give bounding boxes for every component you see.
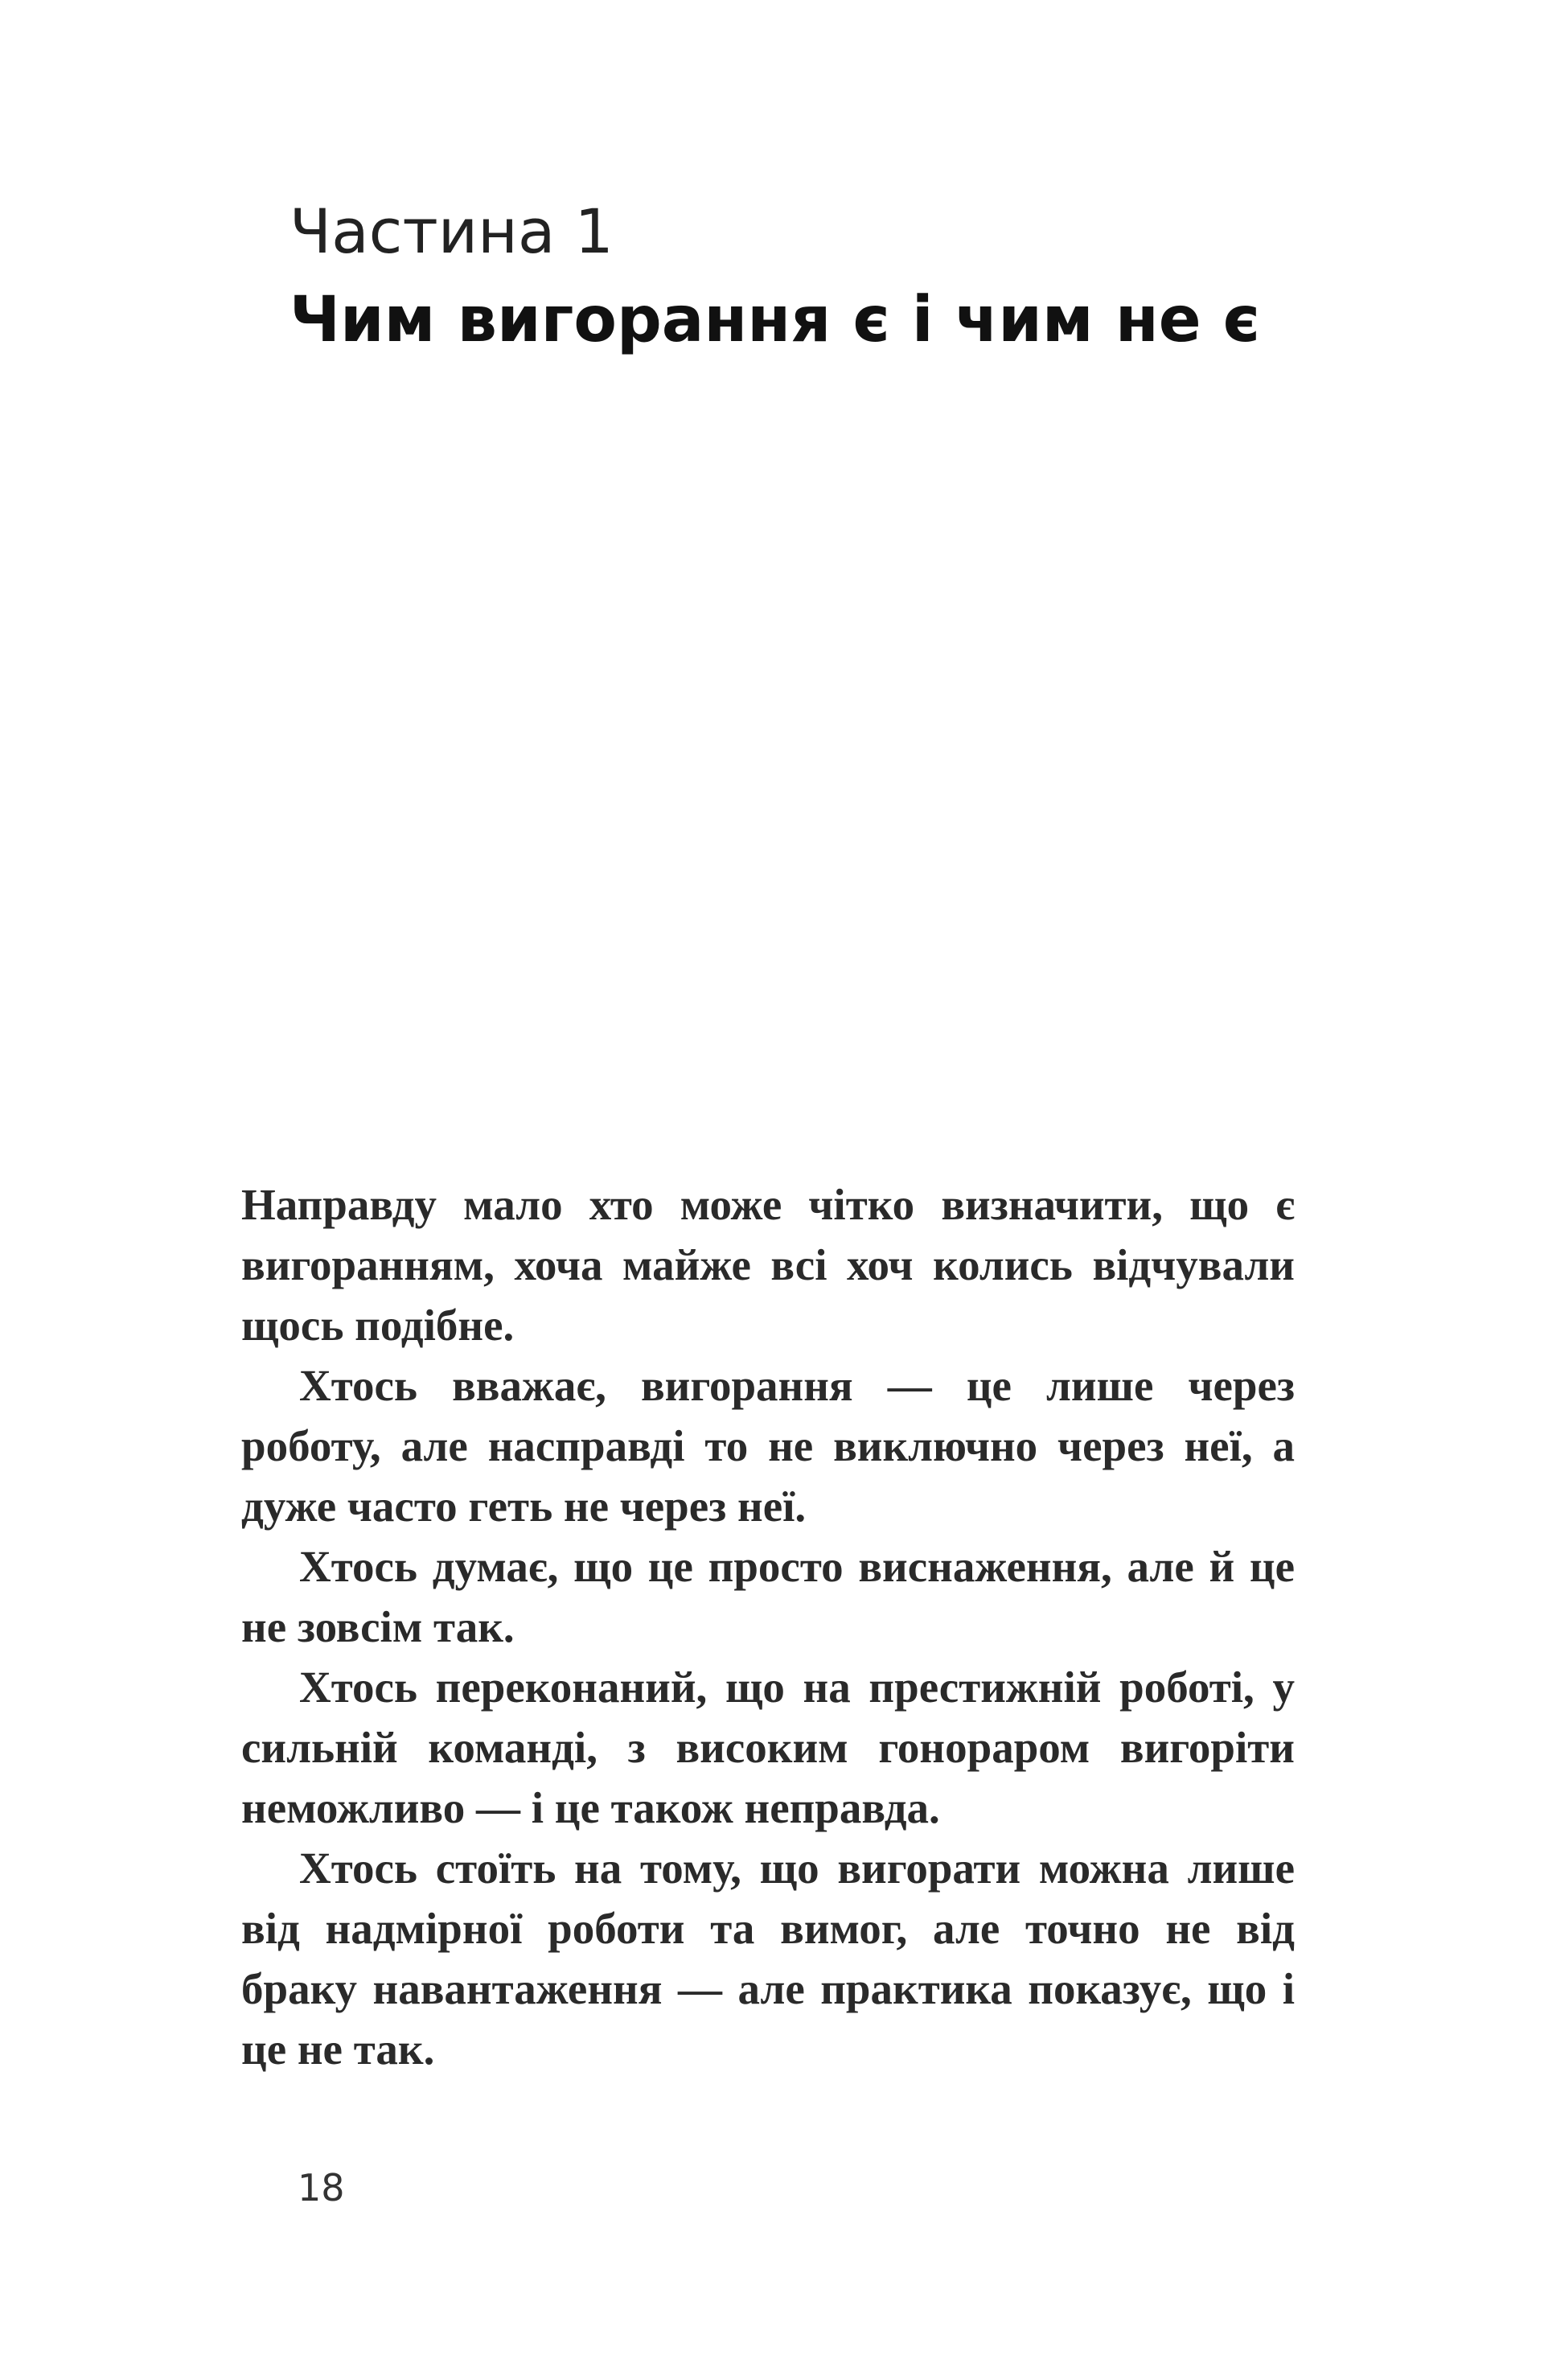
body-text: [241, 1174, 1295, 2079]
paragraph: Хтось стоїть на тому, що вигорати можна лише від надмірної роботи та вимог, але точно не від браку навантаження — але практика показує, що і це не так.: [241, 1844, 1295, 2074]
paragraph: Направду мало хто може чітко визначити, що є вигоранням, хоча майже всі хоч колись відчували щось подібне.: [241, 1180, 1295, 1350]
paragraph: Хтось думає, що це просто виснаження, але й це не зовсім так.: [241, 1542, 1295, 1651]
part-title: Чим вигорання є і чим не є: [290, 284, 1261, 356]
paragraph: Хтось вважає, вигорання — це лише через роботу, але насправді то не виключно через неї, а дуже часто геть не через неї.: [241, 1361, 1295, 1531]
paragraph: Хтось переконаний, що на престижній роботі, у сильній команді, з високим гонораром вигоріти неможливо — і це також неправда.: [241, 1663, 1295, 1832]
part-label: Частина 1: [290, 195, 614, 267]
page-number: 18: [298, 2166, 345, 2209]
